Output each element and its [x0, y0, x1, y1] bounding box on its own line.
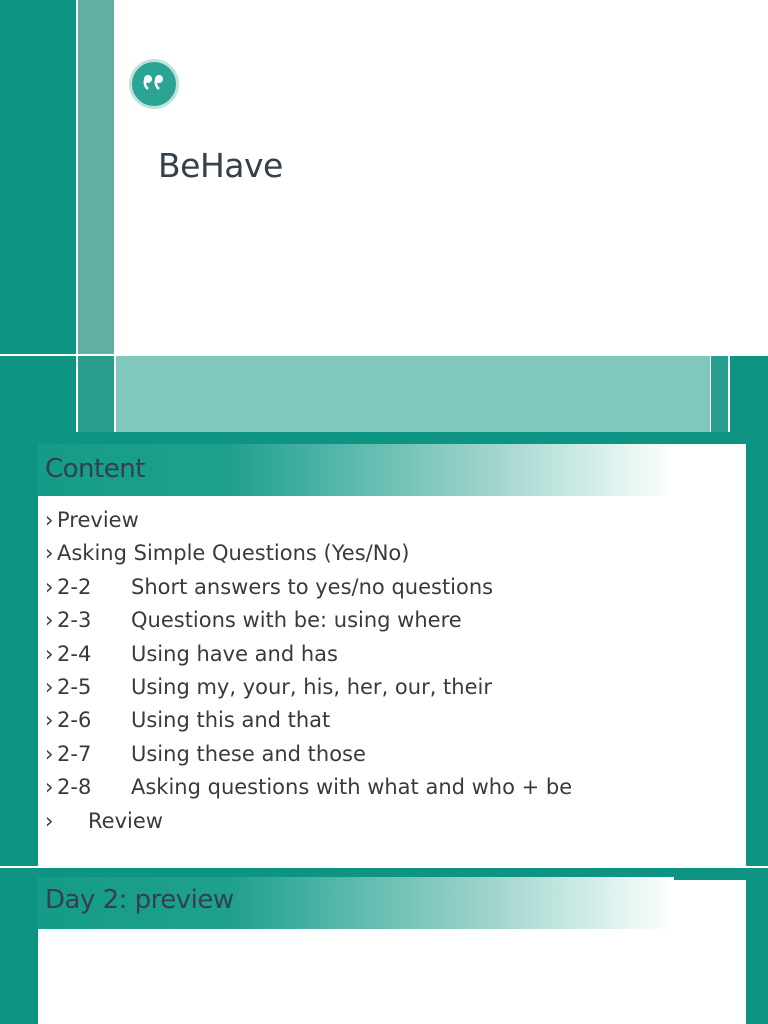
list-item — [45, 805, 735, 838]
list-item-text: Asking Simple Questions (Yes/No) — [57, 541, 410, 566]
bullet-icon: › — [45, 741, 54, 766]
list-item-text: Using have and has — [131, 641, 338, 666]
quote-glyph-icon — [141, 73, 167, 95]
bullet-icon: › — [45, 808, 54, 833]
preview-slide — [0, 868, 768, 1024]
list-item — [45, 571, 735, 604]
bottom-band-pale — [116, 356, 710, 432]
bullet-icon: › — [45, 574, 54, 599]
preview-title: Day 2: preview — [45, 885, 234, 915]
list-item-code: 2-7 — [57, 741, 92, 766]
quote-icon — [129, 59, 179, 109]
bullet-icon: › — [45, 608, 54, 633]
bottom-band-mid — [78, 356, 114, 432]
list-item — [45, 604, 735, 637]
list-item-text: Short answers to yes/no questions — [131, 574, 494, 599]
spacer — [57, 805, 88, 838]
bottom-band-mid-right — [711, 356, 728, 432]
bottom-band-dark-right — [730, 356, 768, 432]
bullet-icon: › — [45, 541, 54, 566]
list-item — [45, 671, 735, 704]
content-slide — [0, 432, 768, 866]
list-item — [45, 704, 735, 737]
list-item-code: 2-2 — [57, 574, 92, 599]
bullet-icon: › — [45, 641, 54, 666]
list-item — [45, 638, 735, 671]
list-item-code: 2-4 — [57, 641, 92, 666]
list-item-text: Questions with be: using where — [131, 608, 462, 633]
bullet-icon: › — [45, 508, 54, 532]
list-item-text: Using this and that — [131, 708, 331, 733]
bullet-icon: › — [45, 708, 54, 733]
list-item — [45, 738, 735, 771]
title-slide — [0, 0, 768, 432]
list-item-code: 2-3 — [57, 608, 92, 633]
content-list — [45, 504, 735, 838]
left-band-dark — [0, 0, 76, 354]
slide-title: BeHave — [158, 146, 283, 185]
list-item-text: Using these and those — [131, 741, 366, 766]
list-item — [45, 771, 735, 804]
left-band-light — [78, 0, 114, 354]
list-item — [45, 504, 735, 537]
list-item-code: 2-5 — [57, 674, 92, 699]
content-title: Content — [45, 454, 145, 484]
bullet-icon: › — [45, 674, 54, 699]
list-item — [45, 537, 735, 570]
list-item-code: 2-8 — [57, 775, 92, 800]
bottom-band-dark — [0, 356, 76, 432]
list-item-text: Using my, your, his, her, our, their — [131, 674, 492, 699]
list-item-text: Preview — [57, 508, 139, 532]
list-item-text: Review — [88, 808, 163, 833]
list-item-code: 2-6 — [57, 708, 92, 733]
list-item-text: Asking questions with what and who + be — [131, 775, 573, 800]
bullet-icon: › — [45, 775, 54, 800]
